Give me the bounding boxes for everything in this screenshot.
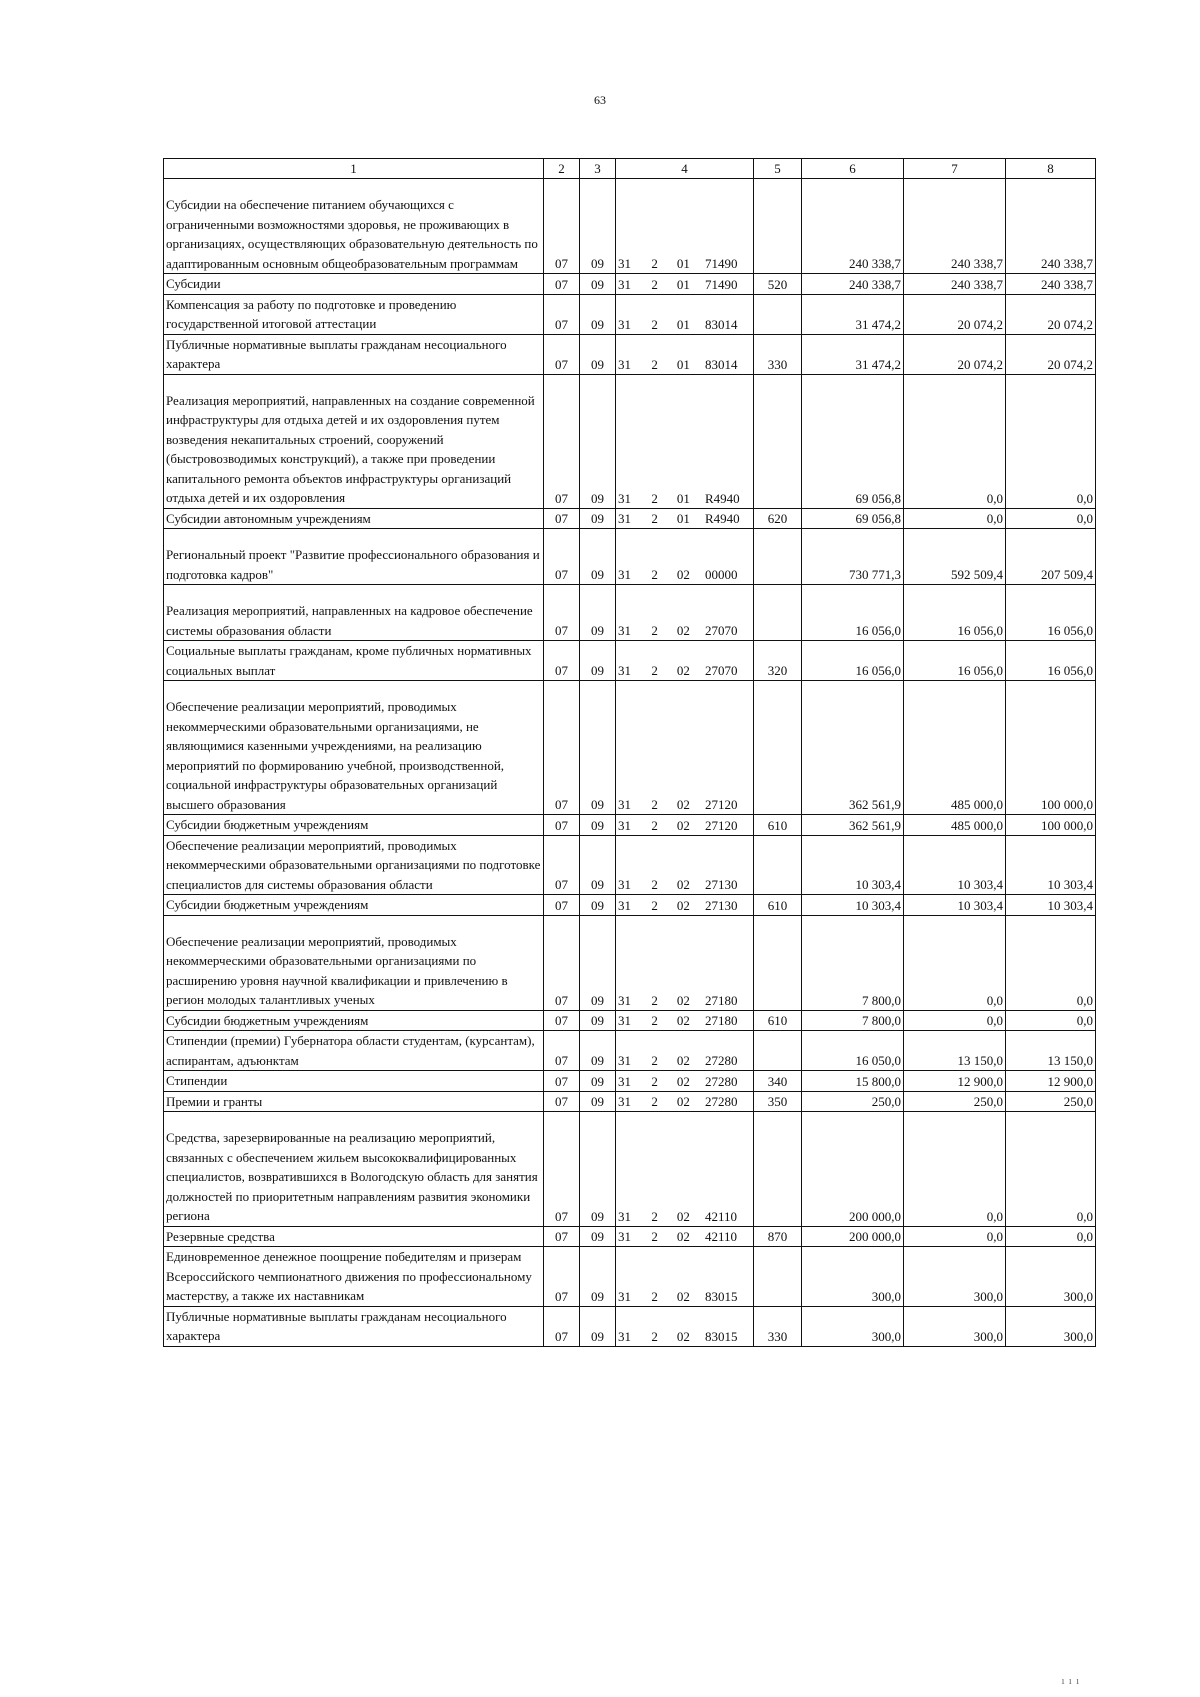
row-expense-type — [754, 1112, 802, 1227]
article-event: 02 — [676, 1053, 690, 1068]
row-amount-year3: 12 900,0 — [1006, 1071, 1096, 1092]
row-name: Реализация мероприятий, направленных на создание современной инфраструктуры для отдыха детей и их оздоровления путем возведения некапитальных строений, сооружений (быстровозводимых конструкций), а также при проведении капитального ремонта объектов инфраструктуры организаций отдыха детей и их оздоровления — [164, 374, 544, 508]
row-code-section: 07 — [544, 274, 580, 295]
row-name: Субсидии — [164, 274, 544, 295]
row-amount-year1: 16 050,0 — [802, 1031, 904, 1071]
table-row — [164, 1031, 1096, 1071]
row-name: Единовременное денежное поощрение победителям и призерам Всероссийского чемпионатного движения по профессиональному мастерству, а также их наставникам — [164, 1247, 544, 1307]
article-program: 31 — [618, 511, 631, 526]
article-event: 02 — [676, 1328, 690, 1344]
table-row — [164, 641, 1096, 681]
article-event: 02 — [676, 623, 690, 638]
article-direction: 27130 — [704, 897, 738, 913]
row-target-article — [616, 1091, 754, 1112]
article-event: 02 — [676, 1229, 690, 1244]
row-amount-year3: 0,0 — [1006, 1010, 1096, 1031]
row-code-section: 07 — [544, 374, 580, 508]
row-amount-year3: 100 000,0 — [1006, 681, 1096, 815]
row-code-section: 07 — [544, 895, 580, 916]
table-row — [164, 1091, 1096, 1112]
table-row — [164, 1247, 1096, 1307]
article-program: 31 — [618, 1288, 631, 1304]
article-direction: 27070 — [704, 663, 738, 678]
row-target-article — [616, 1226, 754, 1247]
row-code-subsection: 09 — [580, 585, 616, 641]
row-name: Обеспечение реализации мероприятий, проводимых некоммерческими образовательными организациями по подготовке специалистов для системы образования области — [164, 835, 544, 895]
row-amount-year1: 10 303,4 — [802, 895, 904, 916]
row-name: Публичные нормативные выплаты гражданам несоциального характера — [164, 1306, 544, 1346]
article-direction: 42110 — [704, 1229, 737, 1244]
row-code-section: 07 — [544, 294, 580, 334]
row-amount-year3: 10 303,4 — [1006, 835, 1096, 895]
row-target-article — [616, 1306, 754, 1346]
article-subprogram: 2 — [651, 877, 658, 892]
table-row — [164, 895, 1096, 916]
article-direction: 27120 — [704, 797, 738, 812]
article-direction: 27280 — [704, 1053, 738, 1068]
row-code-subsection: 09 — [580, 334, 616, 374]
row-amount-year3: 0,0 — [1006, 1226, 1096, 1247]
header-row — [164, 159, 1096, 179]
article-subprogram: 2 — [651, 356, 658, 372]
article-event: 01 — [676, 276, 690, 292]
row-name: Региональный проект "Развитие профессионального образования и подготовка кадров" — [164, 529, 544, 585]
article-event: 02 — [676, 877, 690, 892]
row-expense-type — [754, 681, 802, 815]
row-expense-type — [754, 374, 802, 508]
row-target-article — [616, 681, 754, 815]
row-amount-year2: 20 074,2 — [904, 334, 1006, 374]
table-row — [164, 1010, 1096, 1031]
row-amount-year3: 10 303,4 — [1006, 895, 1096, 916]
table-row — [164, 1226, 1096, 1247]
article-program: 31 — [618, 1053, 631, 1068]
row-amount-year3: 0,0 — [1006, 1112, 1096, 1227]
row-name: Социальные выплаты гражданам, кроме публичных нормативных социальных выплат — [164, 641, 544, 681]
article-subprogram: 2 — [651, 992, 658, 1008]
row-amount-year2: 10 303,4 — [904, 895, 1006, 916]
article-program: 31 — [618, 897, 631, 913]
row-amount-year2: 16 056,0 — [904, 641, 1006, 681]
row-target-article — [616, 179, 754, 274]
row-amount-year1: 240 338,7 — [802, 274, 904, 295]
row-amount-year1: 200 000,0 — [802, 1226, 904, 1247]
row-code-subsection: 09 — [580, 681, 616, 815]
article-direction: 42110 — [704, 1208, 737, 1224]
article-event: 01 — [676, 316, 690, 332]
article-program: 31 — [618, 276, 631, 292]
row-amount-year3: 207 509,4 — [1006, 529, 1096, 585]
row-target-article — [616, 1010, 754, 1031]
article-direction: 27180 — [704, 992, 738, 1008]
article-direction: R4940 — [704, 511, 740, 526]
row-code-subsection: 09 — [580, 1247, 616, 1307]
row-amount-year1: 31 474,2 — [802, 334, 904, 374]
article-program: 31 — [618, 1073, 631, 1089]
article-subprogram: 2 — [651, 567, 658, 582]
row-amount-year2: 0,0 — [904, 374, 1006, 508]
row-code-subsection: 09 — [580, 529, 616, 585]
budget-table — [163, 158, 1096, 1347]
row-code-subsection: 09 — [580, 1112, 616, 1227]
row-code-section: 07 — [544, 681, 580, 815]
row-code-section: 07 — [544, 334, 580, 374]
row-amount-year1: 7 800,0 — [802, 915, 904, 1010]
row-code-subsection: 09 — [580, 294, 616, 334]
article-direction: 27180 — [704, 1013, 738, 1028]
row-amount-year1: 300,0 — [802, 1247, 904, 1307]
row-target-article — [616, 508, 754, 529]
row-expense-type: 870 — [754, 1226, 802, 1247]
article-event: 02 — [676, 1094, 690, 1109]
row-amount-year3: 20 074,2 — [1006, 294, 1096, 334]
row-code-subsection: 09 — [580, 815, 616, 836]
article-direction: 83015 — [704, 1288, 738, 1304]
row-target-article — [616, 274, 754, 295]
row-target-article — [616, 1112, 754, 1227]
row-expense-type: 610 — [754, 815, 802, 836]
row-expense-type — [754, 529, 802, 585]
row-amount-year2: 20 074,2 — [904, 294, 1006, 334]
article-program: 31 — [618, 877, 631, 892]
row-amount-year3: 0,0 — [1006, 374, 1096, 508]
row-amount-year1: 362 561,9 — [802, 815, 904, 836]
article-program: 31 — [618, 316, 631, 332]
row-name: Стипендии — [164, 1071, 544, 1092]
row-amount-year3: 240 338,7 — [1006, 179, 1096, 274]
article-program: 31 — [618, 1229, 631, 1244]
row-target-article — [616, 374, 754, 508]
row-name: Премии и гранты — [164, 1091, 544, 1112]
article-subprogram: 2 — [651, 490, 658, 506]
column-header: 4 — [616, 159, 754, 179]
row-amount-year1: 240 338,7 — [802, 179, 904, 274]
row-amount-year1: 15 800,0 — [802, 1071, 904, 1092]
row-amount-year3: 250,0 — [1006, 1091, 1096, 1112]
row-amount-year1: 730 771,3 — [802, 529, 904, 585]
column-header: 7 — [904, 159, 1006, 179]
article-program: 31 — [618, 992, 631, 1008]
table-body — [164, 179, 1096, 1347]
row-amount-year1: 69 056,8 — [802, 508, 904, 529]
article-direction: 71490 — [704, 256, 738, 271]
table-row — [164, 1306, 1096, 1346]
row-expense-type — [754, 1031, 802, 1071]
article-subprogram: 2 — [651, 1229, 658, 1244]
row-target-article — [616, 1247, 754, 1307]
row-target-article — [616, 585, 754, 641]
row-name: Субсидии бюджетным учреждениям — [164, 1010, 544, 1031]
row-target-article — [616, 334, 754, 374]
row-code-section: 07 — [544, 1247, 580, 1307]
row-code-subsection: 09 — [580, 835, 616, 895]
row-code-subsection: 09 — [580, 1226, 616, 1247]
row-name: Субсидии бюджетным учреждениям — [164, 895, 544, 916]
row-code-section: 07 — [544, 1112, 580, 1227]
row-code-subsection: 09 — [580, 1091, 616, 1112]
row-code-section: 07 — [544, 1071, 580, 1092]
row-code-section: 07 — [544, 179, 580, 274]
article-subprogram: 2 — [651, 1288, 658, 1304]
table-row — [164, 1112, 1096, 1227]
article-direction: R4940 — [704, 490, 740, 506]
table-row — [164, 274, 1096, 295]
row-code-subsection: 09 — [580, 508, 616, 529]
article-event: 02 — [676, 992, 690, 1008]
row-target-article — [616, 815, 754, 836]
row-amount-year1: 31 474,2 — [802, 294, 904, 334]
table-row — [164, 294, 1096, 334]
row-expense-type — [754, 915, 802, 1010]
column-header: 3 — [580, 159, 616, 179]
article-subprogram: 2 — [651, 511, 658, 526]
row-name: Обеспечение реализации мероприятий, проводимых некоммерческими образовательными организациями по расширению уровня научной квалификации и привлечению в регион молодых талантливых ученых — [164, 915, 544, 1010]
column-header: 1 — [164, 159, 544, 179]
row-amount-year2: 240 338,7 — [904, 179, 1006, 274]
row-target-article — [616, 641, 754, 681]
row-expense-type: 620 — [754, 508, 802, 529]
row-amount-year1: 16 056,0 — [802, 641, 904, 681]
row-code-section: 07 — [544, 1010, 580, 1031]
row-name: Средства, зарезервированные на реализацию мероприятий, связанных с обеспечением жильем высококвалифицированных специалистов, возвратившихся в Вологодскую область для занятия должностей по приоритетным направлениям развития экономики региона — [164, 1112, 544, 1227]
row-amount-year3: 0,0 — [1006, 508, 1096, 529]
table-row — [164, 835, 1096, 895]
row-target-article — [616, 1031, 754, 1071]
article-subprogram: 2 — [651, 276, 658, 292]
row-code-subsection: 09 — [580, 179, 616, 274]
row-code-subsection: 09 — [580, 641, 616, 681]
row-amount-year2: 300,0 — [904, 1247, 1006, 1307]
article-direction: 83015 — [704, 1328, 738, 1344]
article-program: 31 — [618, 567, 631, 582]
article-event: 02 — [676, 1073, 690, 1089]
article-program: 31 — [618, 1208, 631, 1224]
article-event: 01 — [676, 490, 690, 506]
table-row — [164, 508, 1096, 529]
row-expense-type: 350 — [754, 1091, 802, 1112]
article-event: 02 — [676, 663, 690, 678]
row-target-article — [616, 529, 754, 585]
row-amount-year2: 10 303,4 — [904, 835, 1006, 895]
row-code-section: 07 — [544, 508, 580, 529]
row-expense-type — [754, 179, 802, 274]
row-amount-year2: 0,0 — [904, 1226, 1006, 1247]
row-expense-type: 320 — [754, 641, 802, 681]
row-name: Субсидии автономным учреждениям — [164, 508, 544, 529]
row-amount-year1: 250,0 — [802, 1091, 904, 1112]
row-code-subsection: 09 — [580, 1031, 616, 1071]
row-amount-year2: 0,0 — [904, 915, 1006, 1010]
article-subprogram: 2 — [651, 797, 658, 812]
row-amount-year3: 13 150,0 — [1006, 1031, 1096, 1071]
article-program: 31 — [618, 256, 631, 271]
row-code-subsection: 09 — [580, 1071, 616, 1092]
row-amount-year2: 0,0 — [904, 1112, 1006, 1227]
row-code-section: 07 — [544, 529, 580, 585]
row-amount-year1: 200 000,0 — [802, 1112, 904, 1227]
table-row — [164, 681, 1096, 815]
article-subprogram: 2 — [651, 1053, 658, 1068]
article-program: 31 — [618, 797, 631, 812]
row-target-article — [616, 895, 754, 916]
article-event: 02 — [676, 817, 690, 833]
column-header: 2 — [544, 159, 580, 179]
table-row — [164, 179, 1096, 274]
row-expense-type — [754, 585, 802, 641]
row-code-section: 07 — [544, 1306, 580, 1346]
article-subprogram: 2 — [651, 256, 658, 271]
article-direction: 00000 — [704, 567, 738, 582]
article-program: 31 — [618, 817, 631, 833]
row-expense-type: 340 — [754, 1071, 802, 1092]
article-subprogram: 2 — [651, 1073, 658, 1089]
row-amount-year2: 12 900,0 — [904, 1071, 1006, 1092]
article-direction: 27070 — [704, 623, 738, 638]
row-name: Обеспечение реализации мероприятий, проводимых некоммерческими образовательными организациями, не являющимися казенными учреждениями, на реализацию мероприятий по формированию учебной, производственной, социальной инфраструктуры образовательных организаций высшего образования — [164, 681, 544, 815]
row-amount-year3: 300,0 — [1006, 1247, 1096, 1307]
page-number: 63 — [594, 93, 606, 107]
row-expense-type: 610 — [754, 895, 802, 916]
article-event: 02 — [676, 1208, 690, 1224]
row-amount-year2: 485 000,0 — [904, 815, 1006, 836]
row-expense-type: 330 — [754, 334, 802, 374]
row-expense-type: 610 — [754, 1010, 802, 1031]
row-amount-year3: 100 000,0 — [1006, 815, 1096, 836]
article-direction: 27280 — [704, 1073, 738, 1089]
row-amount-year2: 16 056,0 — [904, 585, 1006, 641]
article-program: 31 — [618, 663, 631, 678]
row-code-section: 07 — [544, 1031, 580, 1071]
table-row — [164, 374, 1096, 508]
article-subprogram: 2 — [651, 316, 658, 332]
row-expense-type: 520 — [754, 274, 802, 295]
row-amount-year2: 300,0 — [904, 1306, 1006, 1346]
row-expense-type — [754, 294, 802, 334]
table-row — [164, 529, 1096, 585]
row-target-article — [616, 1071, 754, 1092]
article-subprogram: 2 — [651, 1328, 658, 1344]
article-event: 01 — [676, 511, 690, 526]
row-code-subsection: 09 — [580, 374, 616, 508]
row-amount-year1: 300,0 — [802, 1306, 904, 1346]
row-amount-year3: 16 056,0 — [1006, 585, 1096, 641]
row-amount-year3: 240 338,7 — [1006, 274, 1096, 295]
article-event: 01 — [676, 356, 690, 372]
article-event: 01 — [676, 256, 690, 271]
table-row — [164, 585, 1096, 641]
row-name: Публичные нормативные выплаты гражданам несоциального характера — [164, 334, 544, 374]
article-subprogram: 2 — [651, 817, 658, 833]
article-subprogram: 2 — [651, 1013, 658, 1028]
scan-mark: ı ı ı — [1061, 1676, 1080, 1687]
article-direction: 71490 — [704, 276, 738, 292]
row-name: Компенсация за работу по подготовке и проведению государственной итоговой аттестации — [164, 294, 544, 334]
row-amount-year1: 362 561,9 — [802, 681, 904, 815]
row-code-section: 07 — [544, 835, 580, 895]
article-program: 31 — [618, 490, 631, 506]
row-code-section: 07 — [544, 641, 580, 681]
article-subprogram: 2 — [651, 897, 658, 913]
article-program: 31 — [618, 1094, 631, 1109]
table-row — [164, 1071, 1096, 1092]
article-event: 02 — [676, 797, 690, 812]
row-target-article — [616, 915, 754, 1010]
row-amount-year2: 250,0 — [904, 1091, 1006, 1112]
row-name: Резервные средства — [164, 1226, 544, 1247]
article-direction: 83014 — [704, 316, 738, 332]
article-subprogram: 2 — [651, 663, 658, 678]
row-code-subsection: 09 — [580, 895, 616, 916]
row-code-section: 07 — [544, 1091, 580, 1112]
row-code-section: 07 — [544, 815, 580, 836]
article-event: 02 — [676, 897, 690, 913]
row-amount-year1: 10 303,4 — [802, 835, 904, 895]
row-code-section: 07 — [544, 915, 580, 1010]
row-amount-year3: 16 056,0 — [1006, 641, 1096, 681]
row-amount-year2: 485 000,0 — [904, 681, 1006, 815]
article-program: 31 — [618, 623, 631, 638]
row-code-subsection: 09 — [580, 915, 616, 1010]
row-amount-year3: 20 074,2 — [1006, 334, 1096, 374]
article-event: 02 — [676, 1013, 690, 1028]
row-amount-year2: 0,0 — [904, 508, 1006, 529]
row-amount-year1: 16 056,0 — [802, 585, 904, 641]
row-amount-year2: 0,0 — [904, 1010, 1006, 1031]
table-row — [164, 815, 1096, 836]
article-event: 02 — [676, 567, 690, 582]
row-code-section: 07 — [544, 1226, 580, 1247]
table-row — [164, 334, 1096, 374]
row-expense-type: 330 — [754, 1306, 802, 1346]
row-target-article — [616, 294, 754, 334]
row-name: Субсидии бюджетным учреждениям — [164, 815, 544, 836]
row-amount-year1: 7 800,0 — [802, 1010, 904, 1031]
row-target-article — [616, 835, 754, 895]
article-direction: 83014 — [704, 356, 738, 372]
article-program: 31 — [618, 1328, 631, 1344]
row-expense-type — [754, 835, 802, 895]
column-header: 6 — [802, 159, 904, 179]
row-amount-year1: 69 056,8 — [802, 374, 904, 508]
column-header: 5 — [754, 159, 802, 179]
article-direction: 27130 — [704, 877, 738, 892]
article-subprogram: 2 — [651, 623, 658, 638]
row-name: Реализация мероприятий, направленных на кадровое обеспечение системы образования области — [164, 585, 544, 641]
row-amount-year2: 240 338,7 — [904, 274, 1006, 295]
article-program: 31 — [618, 1013, 631, 1028]
row-code-subsection: 09 — [580, 1306, 616, 1346]
row-amount-year3: 300,0 — [1006, 1306, 1096, 1346]
row-code-subsection: 09 — [580, 274, 616, 295]
row-name: Субсидии на обеспечение питанием обучающихся с ограниченными возможностями здоровья, не проживающих в организациях, осуществляющих образовательную деятельность по адаптированным основным общеобразовательным программам — [164, 179, 544, 274]
article-event: 02 — [676, 1288, 690, 1304]
row-expense-type — [754, 1247, 802, 1307]
row-amount-year2: 592 509,4 — [904, 529, 1006, 585]
column-header: 8 — [1006, 159, 1096, 179]
article-subprogram: 2 — [651, 1094, 658, 1109]
row-name: Стипендии (премии) Губернатора области студентам, (курсантам), аспирантам, адъюнктам — [164, 1031, 544, 1071]
row-code-section: 07 — [544, 585, 580, 641]
article-direction: 27280 — [704, 1094, 738, 1109]
article-direction: 27120 — [704, 817, 738, 833]
row-code-subsection: 09 — [580, 1010, 616, 1031]
row-amount-year3: 0,0 — [1006, 915, 1096, 1010]
table-row — [164, 915, 1096, 1010]
row-amount-year2: 13 150,0 — [904, 1031, 1006, 1071]
article-program: 31 — [618, 356, 631, 372]
article-subprogram: 2 — [651, 1208, 658, 1224]
